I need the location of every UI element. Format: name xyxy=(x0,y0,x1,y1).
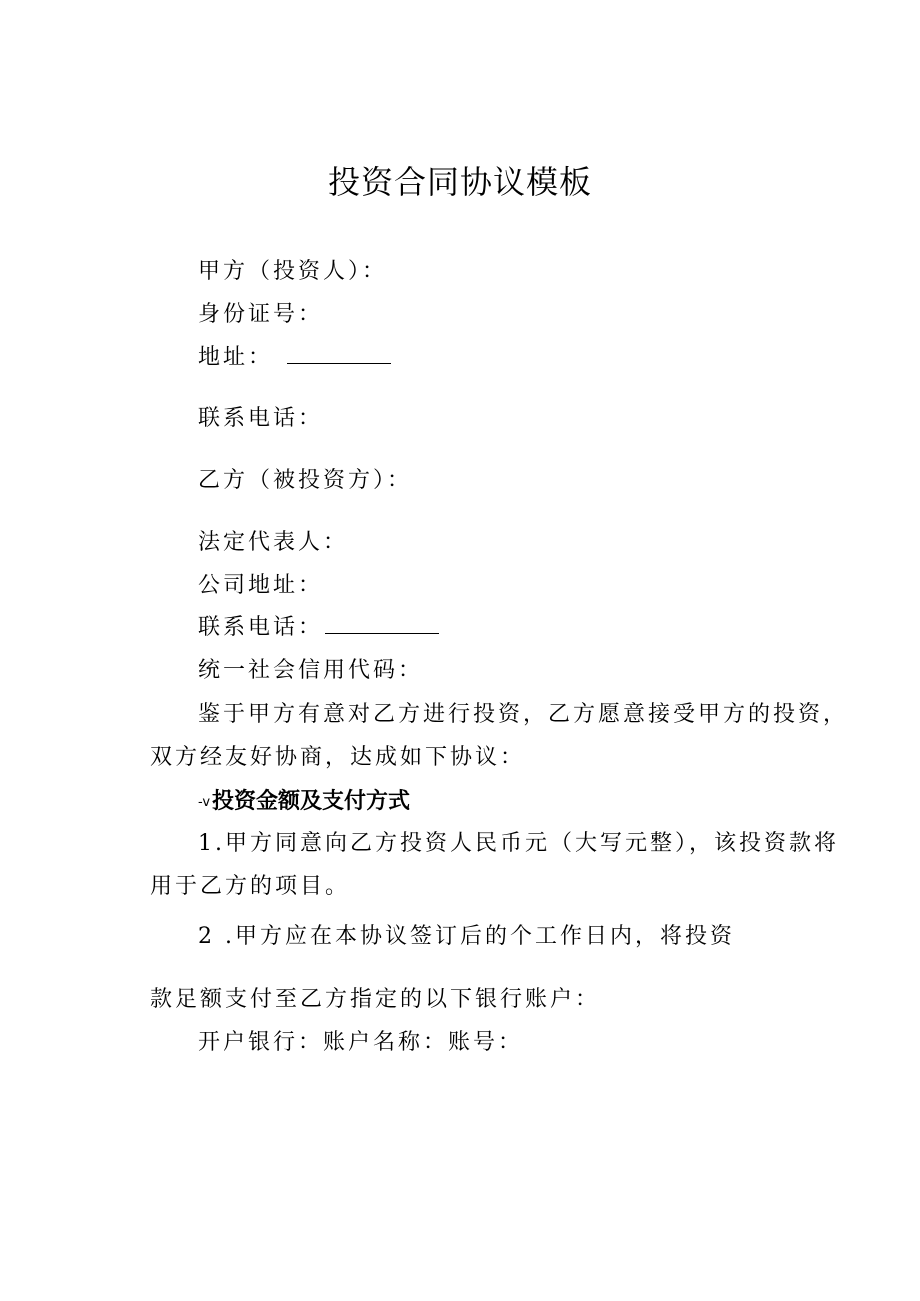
party-a-id-label: 身份证号： xyxy=(198,302,324,327)
bank-account-line: 开户银行：账户名称：账号： xyxy=(198,1030,524,1055)
clause-2-line-1: 2 .甲方应在本协议签订后的个工作日内，将投资 xyxy=(198,924,735,949)
party-b-credit-label: 统一社会信用代码： xyxy=(198,658,424,683)
document-title: 投资合同协议模板 xyxy=(327,163,592,201)
preamble-line-2: 双方经友好协商，达成如下协议： xyxy=(150,745,526,770)
party-b-phone-line xyxy=(198,613,439,643)
preamble-line-1: 鉴于甲方有意对乙方进行投资，乙方愿意接受甲方的投资， xyxy=(198,702,849,727)
party-b-label: 乙方（被投资方）： xyxy=(198,468,413,493)
party-a-address-label: 地址： xyxy=(198,345,274,370)
section-1-heading-text: 投资金额及支付方式 xyxy=(212,789,411,814)
clause-1-line-1: 1.甲方同意向乙方投资人民币元（大写元整），该投资款将 xyxy=(198,831,839,856)
party-a-label: 甲方（投资人）： xyxy=(198,259,388,284)
party-b-phone-blank xyxy=(325,632,439,634)
section-marker: -v xyxy=(198,795,211,810)
party-a-address-line xyxy=(198,343,391,373)
clause-1-line-2: 用于乙方的项目。 xyxy=(150,874,351,899)
party-a-address-blank xyxy=(287,362,391,364)
section-1-heading xyxy=(198,787,410,818)
party-b-phone-label: 联系电话： xyxy=(198,615,324,640)
party-b-rep-label: 法定代表人： xyxy=(198,530,349,555)
party-a-phone-label: 联系电话： xyxy=(198,406,324,431)
party-b-address-label: 公司地址： xyxy=(198,573,324,598)
clause-2-line-2: 款足额支付至乙方指定的以下银行账户： xyxy=(150,987,601,1012)
